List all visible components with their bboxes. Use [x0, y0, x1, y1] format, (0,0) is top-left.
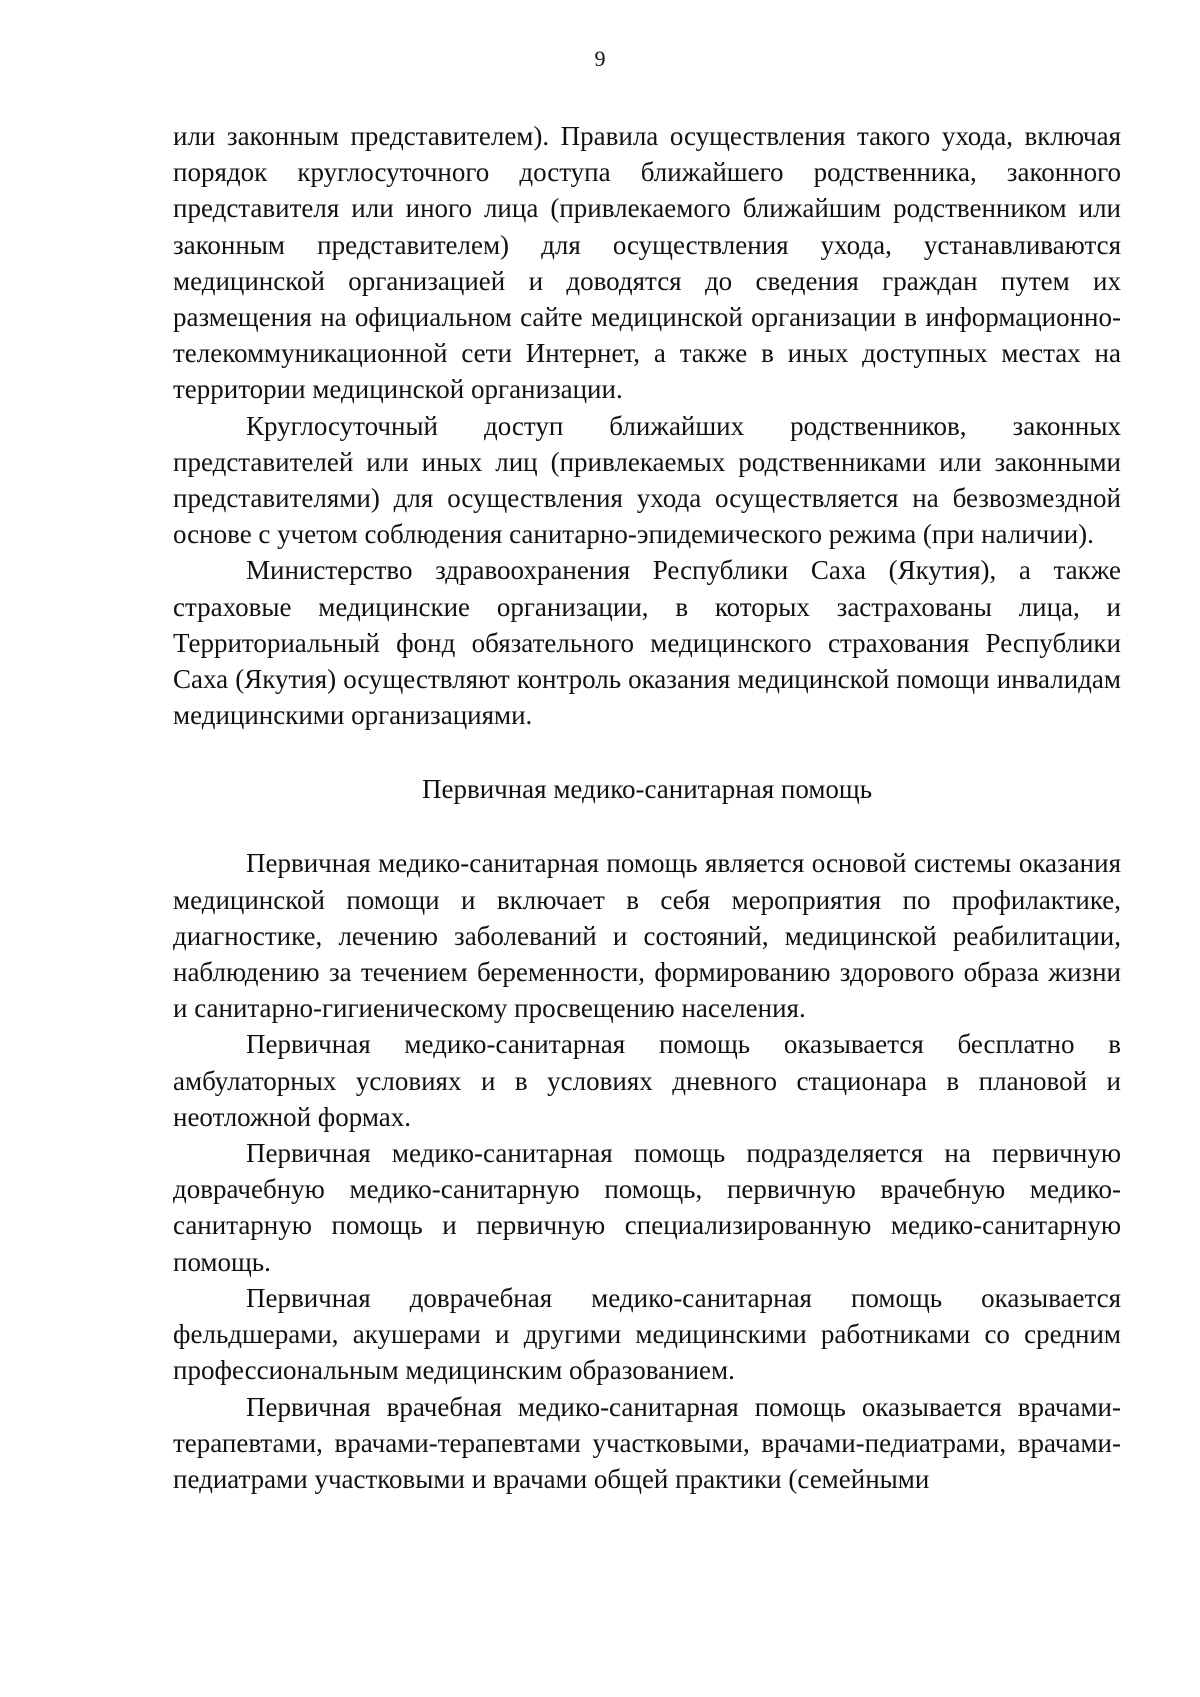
paragraph: Министерство здравоохранения Республики Саха (Якутия), а также страховые медицинские организации, в которых застрахованы лица, и Территориальный фонд обязательного медицинского страхования Республики Саха (Якутия) осуществляют контроль оказания медицинской помощи инвалидам медицинскими организациями.	[173, 555, 1121, 731]
document-body	[173, 118, 1121, 1497]
paragraph: Первичная медико-санитарная помощь является основой системы оказания медицинской помощи и включает в себя мероприятия по профилактике, диагностике, лечению заболеваний и состояний, медицинской реабилитации, наблюдению за течением беременности, формированию здорового образа жизни и санитарно-гигиеническому просвещению населения.	[173, 848, 1121, 1024]
paragraph: Первичная медико-санитарная помощь оказывается бесплатно в амбулаторных условиях и в условиях дневного стационара в плановой и неотложной формах.	[173, 1029, 1121, 1132]
page-number: 9	[594, 46, 606, 71]
section-heading: Первичная медико-санитарная помощь	[421, 774, 873, 805]
paragraph: Первичная медико-санитарная помощь подразделяется на первичную доврачебную медико-санитарную помощь, первичную врачебную медико-санитарную помощь и первичную специализированную медико-санитарную помощь.	[173, 1138, 1121, 1277]
paragraph: Круглосуточный доступ ближайших родственников, законных представителей или иных лиц (привлекаемых родственниками или законными представителями) для осуществления ухода осуществляется на безвозмездной основе с учетом соблюдения санитарно-эпидемического режима (при наличии).	[173, 410, 1121, 550]
paragraph: Первичная доврачебная медико-санитарная помощь оказывается фельдшерами, акушерами и другими медицинскими работниками со средним профессиональным медицинским образованием.	[173, 1282, 1121, 1386]
paragraph-continuation: или законным представителем). Правила осуществления такого ухода, включая порядок круглосуточного доступа ближайшего родственника, законного представителя или иного лица (привлекаемого ближайшим родственником или законным представителем) для осуществления ухода, устанавливаются медицинской организацией и доводятся до сведения граждан путем их размещения на официальном сайте медицинской организации в информационно-телекоммуникационной сети Интернет, а также в иных доступных местах на территории медицинской организации.	[173, 121, 1121, 405]
paragraph-truncated: Первичная врачебная медико-санитарная помощь оказывается врачами-терапевтами, врачами-терапевтами участковыми, врачами-педиатрами, врачами-педиатрами участковыми и врачами общей практики (семейными	[173, 1391, 1121, 1494]
